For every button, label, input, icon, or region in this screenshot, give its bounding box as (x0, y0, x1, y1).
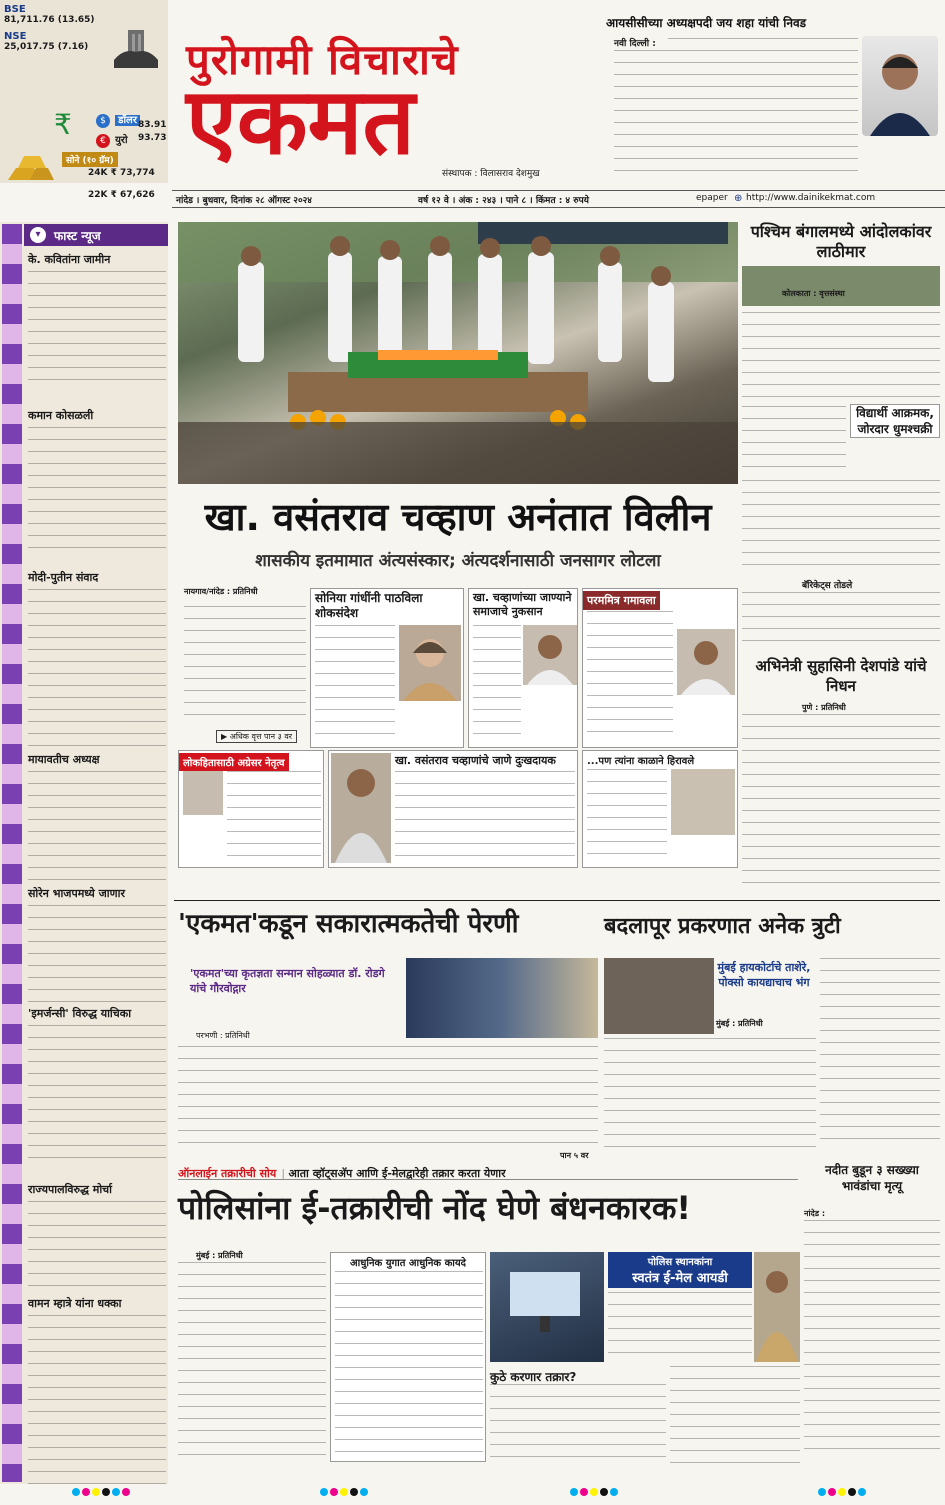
friend-box-body (587, 611, 673, 743)
gold-22k: 22K ₹ 67,626 (88, 190, 155, 200)
jay-shah-photo (862, 36, 938, 136)
drowning-body (804, 1220, 940, 1460)
top-story-body (668, 38, 858, 50)
sonia-photo (399, 625, 461, 701)
actress-dateline: पुणे : प्रतिनिधी (802, 703, 846, 712)
fast-news-item-5 (28, 1006, 166, 1163)
modern-law-box (330, 1252, 486, 1462)
sonia-box (310, 588, 464, 748)
masthead-title: एकमत (186, 68, 415, 175)
top-story-headline: आयसीसीच्या अध्यक्षपदी जय शहा यांची निवड (606, 16, 807, 30)
market-panel (0, 0, 168, 183)
leadership-body (227, 771, 321, 865)
fast-news-heading: के. कवितांना जामीन (28, 253, 111, 266)
actress-headline: अभिनेत्री सुहासिनी देशपांडे यांचे निधन (755, 657, 927, 695)
dollar-icon: $ (96, 114, 110, 128)
drowning-headline: नदीत बुडून ३ सख्ख्या भावंडांचा मृत्यू (825, 1163, 919, 1193)
fast-news-item-7 (28, 1296, 166, 1485)
sonia-box-title: सोनिया गांधींनी पाठविला शोकसंदेश (315, 591, 423, 620)
leadership-title: लोकहितासाठी अग्रेसर नेतृत्व (179, 753, 289, 771)
bengal-dateline: कोलकाता : वृत्तसंस्था (782, 289, 845, 298)
main-body (184, 606, 306, 726)
bengal-story (742, 222, 940, 642)
snatched-box (582, 750, 738, 868)
actress-story (742, 656, 940, 896)
chevron-down-icon: ▾ (30, 227, 46, 243)
bull-icon (114, 30, 158, 68)
complaint-body (178, 1262, 326, 1462)
fast-news-item-6 (28, 1182, 166, 1291)
top-story (606, 14, 940, 186)
police-email-box (490, 1252, 800, 1362)
modern-law-body (335, 1271, 483, 1459)
fast-news-body (28, 771, 166, 881)
badlapur-dateline: मुंबई : प्रतिनिधी (716, 1019, 763, 1028)
ekmat-headline: 'एकमत'कडून सकारात्मकतेची पेरणी (178, 909, 519, 939)
registration-marks (0, 1484, 945, 1501)
sad-box (328, 750, 578, 868)
main-subheadline: शासकीय इतमामात अंत्यसंस्कार; अंत्यदर्शनासाठी जनसागर लोटला (255, 551, 661, 571)
nse-label: NSE (4, 31, 27, 42)
where-complain-body (490, 1384, 666, 1464)
date-bar (172, 190, 945, 208)
funeral-photo (178, 222, 738, 484)
leadership-box (178, 750, 324, 868)
badlapur-body-2 (820, 958, 940, 1148)
fast-news-heading: कमान कोसळली (28, 409, 94, 422)
fast-news-heading: वामन म्हात्रे यांना धक्का (28, 1297, 122, 1310)
sad-photo (331, 753, 391, 863)
fast-news-body (28, 905, 166, 1003)
snatched-body (587, 769, 667, 865)
dollar-label: डॉलर (115, 115, 140, 126)
top-story-body-2 (614, 50, 858, 182)
sad-box-body (395, 771, 575, 865)
issue-line: वर्ष १२ वे । अंक : २४३ । पाने ८ । किंमत : ४ रुपये (418, 196, 589, 206)
fast-news-heading: मोदी-पुतीन संवाद (28, 571, 99, 584)
bse-value: 81,711.76 (13.65) (4, 15, 95, 25)
bengal-photo (742, 266, 940, 306)
epaper-label: epaper (696, 193, 728, 203)
bse-block (4, 4, 116, 52)
complaint-strip-tag: ऑनलाईन तक्रारीची सोय (178, 1167, 277, 1180)
chavan-loss-box (468, 588, 578, 748)
globe-icon: ⊕ (734, 193, 743, 204)
police-email-title-b: स्वतंत्र ई-मेल आयडी (632, 1271, 728, 1286)
ekmat-photo (406, 958, 598, 1038)
chavan-loss-title: खा. चव्हाणांच्या जाण्याने समाजाचे नुकसान (473, 591, 572, 618)
snatched-photo (671, 769, 735, 835)
fast-news-column (0, 222, 168, 1484)
main-continue-label: अधिक वृत्त पान ३ वर (229, 732, 293, 741)
computer-photo (490, 1252, 604, 1362)
masthead-founder: संस्थापक : विलासराव देशमुख (442, 169, 540, 179)
bengal-body-3 (742, 480, 940, 574)
bse-label: BSE (4, 4, 26, 15)
badlapur-photo (604, 958, 714, 1034)
fast-news-item-1 (28, 408, 166, 557)
badlapur-subheadline: मुंबई हायकोर्टाचे ताशेरे, पोक्सो कायद्याचाच भंग (717, 961, 811, 989)
fast-news-heading: 'इमर्जन्सी' विरुद्ध याचिका (28, 1007, 132, 1020)
police-email-title (608, 1252, 752, 1288)
arrow-icon: ▶ (221, 732, 230, 741)
fast-news-body (28, 427, 166, 557)
euro-label: युरो (115, 135, 128, 146)
fast-news-heading: मायावतीच अध्यक्ष (28, 753, 100, 766)
officer-photo (754, 1252, 800, 1362)
edition-line: नांदेड । बुधवार, दिनांक २८ ऑगस्ट २०२४ (176, 196, 312, 206)
badlapur-headline: बदलापूर प्रकरणात अनेक त्रुटी (604, 914, 841, 939)
bengal-body-2 (742, 406, 846, 476)
complaint-byline: मुंबई : प्रतिनिधी (196, 1251, 243, 1260)
gold-label: सोने (१० ग्रॅम) (62, 152, 118, 167)
fast-news-header (24, 224, 168, 246)
fast-news-item-0 (28, 252, 166, 389)
complaint-body-2 (670, 1366, 800, 1464)
friend-box-title: परममित्र गमावला (583, 591, 660, 610)
leadership-photo (183, 771, 223, 815)
modern-law-title: आधुनिक युगात आधुनिक कायदे (350, 1258, 466, 1269)
fast-news-heading: राज्यपालविरुद्ध मोर्चा (28, 1183, 112, 1196)
website-link[interactable]: http://www.dainikekmat.com (746, 193, 876, 203)
fast-news-item-2 (28, 570, 166, 749)
fast-news-body (28, 1201, 166, 1291)
gold-bars-icon (4, 150, 54, 182)
actress-body (742, 714, 940, 886)
ekmat-page-ref: पान ५ वर (560, 1151, 589, 1160)
fast-news-body (28, 589, 166, 749)
svg-text:₹: ₹ (54, 108, 72, 138)
badlapur-body (604, 1038, 816, 1148)
main-byline: नायगाव/नांदेड : प्रतिनिधी (184, 587, 258, 596)
euro-icon: € (96, 134, 110, 148)
fast-news-stripe (2, 224, 22, 1482)
snatched-title: ...पण त्यांना काळाने हिरावले (587, 756, 695, 767)
bengal-body-4 (742, 592, 940, 642)
drowning-story (804, 1162, 940, 1462)
divider-line (174, 900, 940, 901)
strip-separator: | (281, 1167, 289, 1180)
drowning-dateline: नांदेड : (804, 1209, 826, 1218)
ekmat-byline: परभणी : प्रतिनिधी (196, 1031, 250, 1040)
complaint-strip (178, 1162, 798, 1180)
euro-row (96, 128, 128, 148)
main-continue (216, 730, 297, 743)
fast-news-body (28, 1025, 166, 1163)
chavan-loss-body (473, 625, 521, 743)
masthead-tagline: पुरोगामी विचाराचे (186, 35, 459, 84)
fast-news-title: फास्ट न्यूज (54, 229, 101, 243)
sad-box-title: खा. वसंतराव चव्हाणांचे जाणे दुःखदायक (395, 754, 556, 767)
friend-photo (677, 629, 735, 695)
euro-value: 93.73 (138, 133, 167, 143)
gold-24k: 24K ₹ 73,774 (88, 168, 155, 178)
fast-news-heading: सोरेन भाजपमध्ये जाणार (28, 887, 125, 900)
fast-news-body (28, 1315, 166, 1485)
rupee-icon (52, 108, 82, 138)
bengal-headline: पश्चिम बंगालमध्ये आंदोलकांवर लाठीमार (750, 222, 932, 261)
bengal-body (742, 312, 940, 402)
fast-news-body (28, 271, 166, 389)
ekmat-subheadline: 'एकमत'च्या कृतज्ञता सन्मान सोहळ्यात डॉ. रोडगे यांचे गौरवोद्गार (190, 967, 385, 995)
top-story-dateline: नवी दिल्ली : (614, 39, 656, 49)
dollar-value: 83.91 (138, 120, 167, 130)
sonia-box-body (315, 625, 395, 743)
bengal-subtag: बॅरिकेट्स तोडले (802, 581, 853, 591)
friend-box (582, 588, 738, 748)
police-email-title-a: पोलिस स्थानकांना (647, 1257, 713, 1268)
police-email-body (608, 1292, 752, 1362)
fast-news-item-3 (28, 752, 166, 881)
fast-news-item-4 (28, 886, 166, 1003)
bengal-tag: विद्यार्थी आक्रमक, जोरदार धुमश्चक्री (850, 404, 940, 438)
main-headline: खा. वसंतराव चव्हाण अनंतात विलीन (204, 495, 712, 539)
ekmat-body (178, 1046, 598, 1146)
leader-photo (523, 625, 577, 685)
where-complain-title: कुठे करणार तक्रार? (490, 1370, 577, 1384)
complaint-headline: पोलिसांना ई-तक्रारीची नोंद घेणे बंधनकारक! (178, 1189, 691, 1227)
complaint-strip-text: आता व्हॉट्सअ‍ॅप आणि ई-मेलद्वारेही तक्रार करता येणार (288, 1167, 506, 1180)
nse-value: 25,017.75 (7.16) (4, 42, 89, 52)
